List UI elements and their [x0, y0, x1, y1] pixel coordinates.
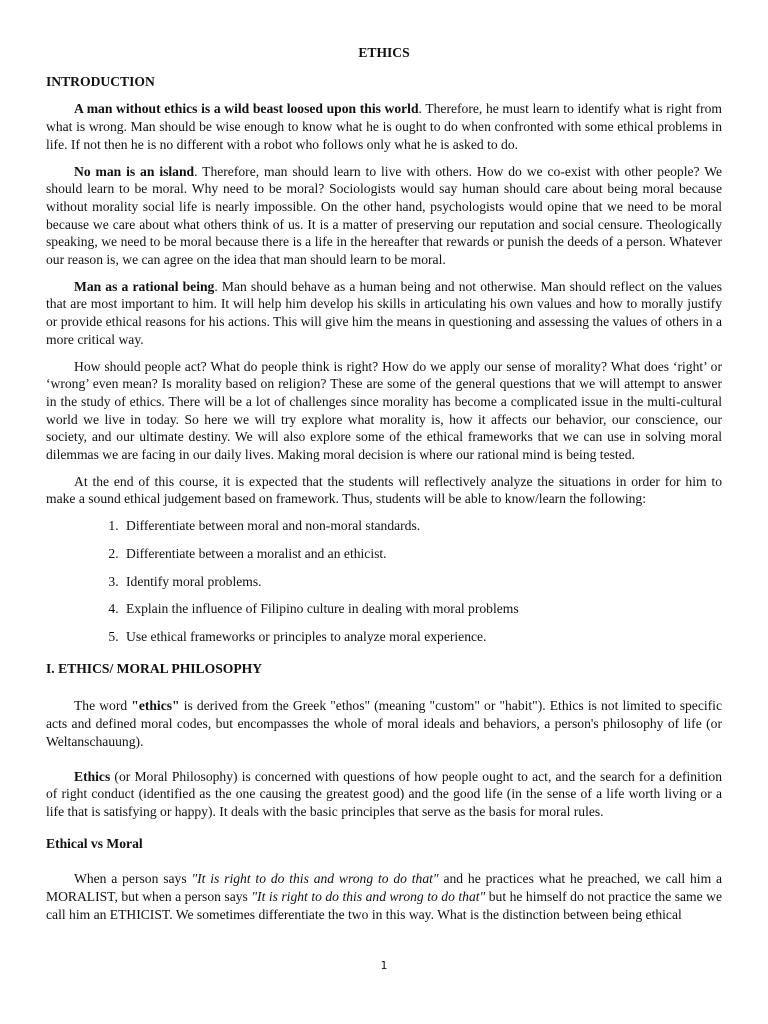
paragraph-5: At the end of this course, it is expected that the students will reflectively analyze the situations in order for him to make a sound ethical judgement based on framework. Thus, students will be able to know/learn the following: [46, 473, 722, 507]
page-number: 1 [380, 959, 388, 972]
section-2-heading: Ethical vs Moral [46, 835, 143, 851]
p3-text: . Man should behave as a human being and not otherwise. Man should reflect on the values that are most important to him. It will help him develop his skills in articulating his own values and how to morally justify or provide ethical reasons for his actions. This will give him the means in questioning and assessing the values of others in a more critical way. [46, 278, 722, 347]
intro-heading: INTRODUCTION [46, 73, 155, 89]
p7-bold: Ethics [74, 768, 111, 784]
paragraph-2 [46, 163, 722, 269]
p2-bold: No man is an island [74, 163, 195, 179]
p3-bold: Man as a rational being [74, 278, 215, 294]
p8-b: and he practices what he preached, we call him a MORALIST, but when a person says [46, 871, 722, 905]
p7-text: (or Moral Philosophy) is concerned with questions of how people ought to act, and the search for a definition of right conduct (identified as the one causing the greatest good) and the good life (in the sense of a life worth living or a life that is satisfying or happy). It deals with the basic principles that serve as the basis for moral rules. [46, 768, 722, 819]
section-1-heading: I. ETHICS/ MORAL PHILOSOPHY [46, 660, 263, 676]
list-item: 1. Differentiate between moral and non-moral standards. [122, 517, 722, 535]
p6-text: is derived from the Greek "ethos" (meaning "custom" or "habit"). Ethics is not limited to specific acts and defined moral codes, but encompasses the whole of moral ideals and behaviors, a person's philosophy of life (or Weltanschauung). [46, 698, 722, 749]
p1-text: . Therefore, he must learn to identify what is right from what is wrong. Man should be wise enough to know what he is ought to do when confronted with some ethical problems in life. If not then he is no different with a robot who follows only what he is asked to do. [46, 101, 722, 152]
list-item: 3. Identify moral problems. [122, 573, 722, 591]
p2-text: . Therefore, man should learn to live with others. How do we co-exist with other people? We should learn to be moral. Why need to be moral? Sociologists would say human should care about being moral because without morality social life is nearly impossible. On the other hand, psychologists would opine that we need to be moral because we care about what others think of us. It is a matter of preserving our reputation and social censure. Theologically speaking, we need to be moral because there is a life in the hereafter that rewards or punish the deeds of a person. Whatever our reason is, we can agree on the idea that man should learn to be moral. [46, 163, 722, 268]
p1-bold: A man without ethics is a wild beast loosed upon this world [74, 101, 419, 117]
p8-c: but he himself do not practice the same we call him an ETHICIST. We sometimes differentiate the two in this way. What is the distinction between being ethical [46, 889, 722, 922]
p6-pre: The word [74, 698, 132, 714]
paragraph-4: How should people act? What do people think is right? How do we apply our sense of morality? What does ‘right’ or ‘wrong’ even mean? Is morality based on religion? These are some of the general questions that we will attempt to answer in the study of ethics. There will be a lot of challenges since morality has become a complicated issue in the multi-cultural world we live in today. So here we will try explore what morality is, how it affects our behavior, our conscience, our society, and our ultimate destiny. We will also explore some of the ethical frameworks that we can use in solving moral dilemmas we are facing in our daily lives. Making moral decision is where our rational mind is being tested. [46, 358, 722, 463]
paragraph-6 [46, 697, 722, 750]
paragraph-8 [46, 870, 722, 923]
p8-quote-2: "It is right to do this and wrong to do that" [251, 889, 486, 905]
p8-quote-1: "It is right to do this and wrong to do that" [191, 871, 439, 887]
p6-bold: "ethics" [131, 698, 180, 714]
list-item: 5. Use ethical frameworks or principles to analyze moral experience. [122, 628, 722, 646]
objectives-list [46, 517, 722, 646]
paragraph-1 [46, 100, 722, 153]
p8-a: When a person says [74, 871, 192, 887]
paragraph-7 [46, 768, 722, 821]
list-item: 2. Differentiate between a moralist and an ethicist. [122, 545, 722, 563]
paragraph-3 [46, 278, 722, 349]
list-item: 4. Explain the influence of Filipino culture in dealing with moral problems [122, 600, 722, 618]
page-title: ETHICS [358, 45, 410, 60]
